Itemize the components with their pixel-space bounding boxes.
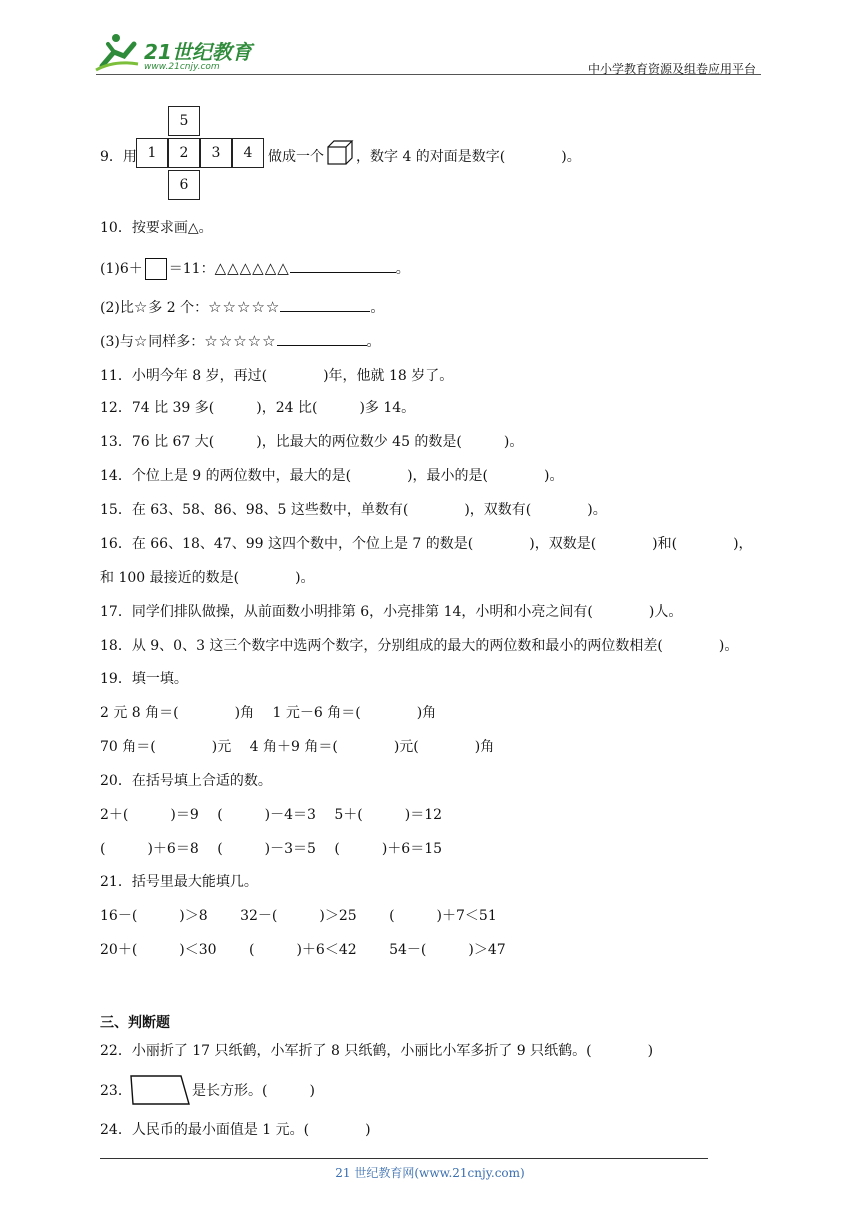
header-divider [96, 74, 761, 75]
net-cell-4: 4 [232, 138, 264, 168]
footer-divider [100, 1158, 708, 1159]
q10-title: 10．按要求画△。 [100, 220, 213, 236]
answer-line [280, 297, 370, 312]
q10-p1-post: ＝11： [168, 261, 215, 277]
logo-text: 21世纪教育 [144, 40, 252, 64]
net-cell-2: 2 [168, 138, 200, 168]
q10-p3-mid: 同样多： [148, 334, 205, 350]
header-platform-text: 中小学教育资源及组卷应用平台 [587, 62, 756, 76]
q11: 11．小明今年 8 岁，再过( )年，他就 18 岁了。 [100, 368, 454, 384]
q10-part3 [100, 331, 381, 352]
q9-middle: 做成一个 [268, 149, 324, 165]
q23-suffix: 是长方形。( ) [192, 1083, 315, 1099]
star-icon: ☆ [133, 332, 149, 350]
q13: 13．76 比 67 大( )，比最大的两位数少 45 的数是( )。 [100, 434, 524, 450]
q10-p3-pre: (3)与 [100, 334, 134, 350]
net-cell-bottom: 6 [168, 170, 200, 200]
net-cell-1: 1 [136, 138, 168, 168]
q12: 12．74 比 39 多( )，24 比( )多 14。 [100, 400, 416, 416]
parallelogram-icon [129, 1074, 191, 1106]
q19: 19．填一填。 [100, 671, 188, 687]
q10-part1 [100, 258, 410, 280]
logo-url: www.21cnjy.com [144, 62, 220, 72]
q9-prefix: 9．用 [100, 149, 137, 165]
q21-row2: 20＋( )＜30 ( )＋6＜42 54－( )＞47 [100, 942, 506, 958]
q15: 15．在 63、58、86、98、5 这些数中，单数有( )，双数有( )。 [100, 502, 607, 518]
q24: 24．人民币的最小面值是 1 元。( ) [100, 1122, 371, 1138]
answer-line [290, 258, 396, 273]
q23-prefix: 23． [100, 1083, 132, 1099]
net-cell-top: 5 [168, 106, 200, 136]
period: 。 [370, 300, 385, 316]
q10-p2-mid: 多 2 个： [148, 300, 209, 316]
cube-net [136, 106, 268, 198]
q14: 14．个位上是 9 的两位数中，最大的是( )，最小的是( )。 [100, 468, 564, 484]
q9-suffix: ，数字 4 的对面是数字( )。 [356, 149, 581, 165]
q10-p1-pre: (1)6＋ [100, 261, 143, 277]
q20: 20．在括号填上合适的数。 [100, 773, 272, 789]
star-shapes: ☆☆☆☆☆ [208, 298, 281, 316]
q19-row1: 2 元 8 角＝( )角 1 元－6 角＝( )角 [100, 705, 437, 721]
q22: 22．小丽折了 17 只纸鹤，小军折了 8 只纸鹤，小丽比小军多折了 9 只纸鹤。( ) [100, 1043, 654, 1059]
q18: 18．从 9、0、3 这三个数字中选两个数字，分别组成的最大的两位数和最小的两位数相差( )。 [100, 638, 739, 654]
logo [94, 30, 264, 76]
q10-p2-pre: (2)比 [100, 300, 134, 316]
q10-part2 [100, 297, 384, 318]
q17: 17．同学们排队做操，从前面数小明排第 6，小亮排第 14，小明和小亮之间有( )人。 [100, 604, 683, 620]
q16: 16．在 66、18、47、99 这四个数中，个位上是 7 的数是( )，双数是( )和( )， [100, 536, 753, 552]
q20-row2: ( )＋6＝8 ( )－3＝5 ( )＋6＝15 [100, 841, 443, 857]
footer-text: 21 世纪教育网(www.21cnjy.com) [335, 1166, 525, 1180]
period: 。 [395, 261, 410, 277]
period: 。 [366, 334, 381, 350]
triangle-shapes: △△△△△△ [214, 259, 290, 277]
answer-line [277, 331, 367, 346]
section-title: 三、判断题 [100, 1015, 170, 1031]
answer-box [145, 258, 167, 280]
q23 [100, 1081, 132, 1101]
net-cell-3: 3 [200, 138, 232, 168]
q16-cont: 和 100 最接近的数是( )。 [100, 570, 315, 586]
q20-row1: 2＋( )＝9 ( )－4＝3 5＋( )＝12 [100, 807, 443, 823]
cube-icon [326, 140, 354, 166]
q21-row1: 16－( )＞8 32－( )＞25 ( )＋7＜51 [100, 908, 497, 924]
q21: 21．括号里最大能填几。 [100, 874, 258, 890]
q19-row2: 70 角＝( )元 4 角＋9 角＝( )元( )角 [100, 739, 495, 755]
star-shapes: ☆☆☆☆☆ [204, 332, 277, 350]
star-icon: ☆ [133, 298, 149, 316]
